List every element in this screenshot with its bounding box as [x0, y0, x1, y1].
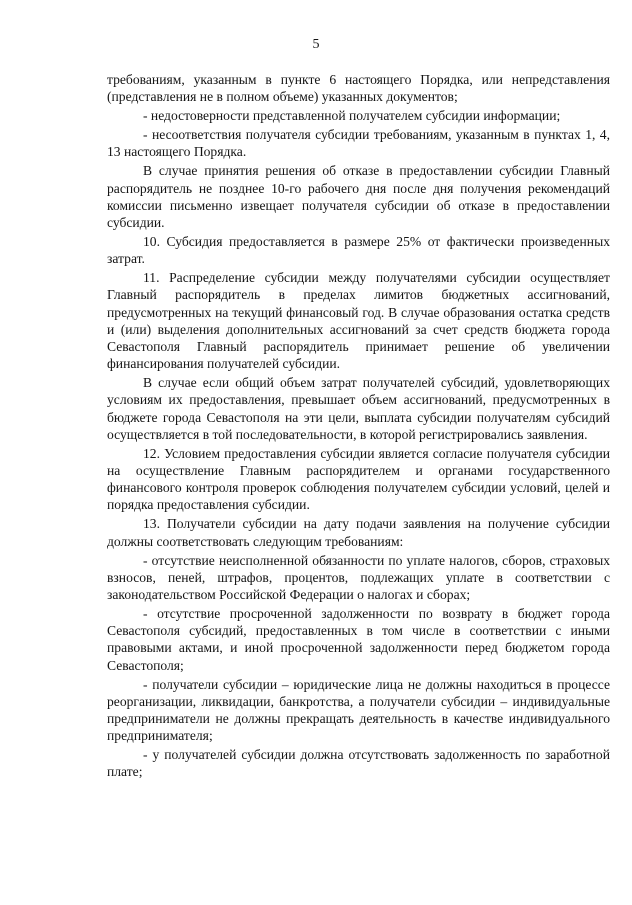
paragraph: 13. Получатели субсидии на дату подачи заявления на получение субсидии должны соответствовать следующим требованиям: [107, 516, 610, 549]
paragraph: - недостоверности представленной получателем субсидии информации; [143, 108, 561, 124]
paragraph: В случае принятия решения об отказе в предоставлении субсидии Главный распорядитель не позднее 10-го рабочего дня после дня получения рекомендаций комиссии письменно извещает получателя субсидии об отказе в предоставлении субсидии. [107, 163, 610, 231]
paragraph: 12. Условием предоставления субсидии является согласие получателя субсидии на осуществление Главным распорядителем и органами государственного финансового контроля проверок соблюдения получателем субсидии условий, целей и порядка предоставления субсидии. [107, 445, 610, 513]
paragraph: 10. Субсидия предоставляется в размере 25% от фактически произведенных затрат. [107, 234, 610, 267]
page-number: 5 [312, 37, 320, 52]
paragraph: - у получателей субсидии должна отсутствовать задолженность по заработной плате; [107, 747, 610, 780]
paragraph: 11. Распределение субсидии между получателями субсидии осуществляет Главный распорядитель в пределах лимитов бюджетных ассигнований, предусмотренных на текущий финансовый год. В случае образования остатка средств и (или) выделения дополнительных ассигнований за счет средств бюджета города Севастополя Главный распорядитель принимает решение об увеличении финансирования получателей субсидии. [107, 270, 610, 372]
paragraph: требованиям, указанным в пункте 6 настоящего Порядка, или непредставления (представления не в полном объеме) указанных документов; [107, 72, 610, 105]
paragraph: - отсутствие просроченной задолженности по возврату в бюджет города Севастополя субсидий, предоставленных в том числе в соответствии с иными правовыми актами, и иной просроченной задолженности перед бюджетом города Севастополя; [107, 606, 610, 673]
paragraph: - несоответствия получателя субсидии требованиям, указанным в пунктах 1, 4, 13 настоящего Порядка. [107, 127, 610, 160]
paragraph: - отсутствие неисполненной обязанности по уплате налогов, сборов, страховых взносов, пеней, штрафов, процентов, подлежащих уплате в соответствии с законодательством Российской Федерации о налогах и сборах; [107, 552, 610, 603]
paragraph: - получатели субсидии – юридические лица не должны находиться в процессе реорганизации, ликвидации, банкротства, а получатели субсидии – индивидуальные предприниматели не должны прекращать деятельность в качестве индивидуального предпринимателя; [107, 676, 610, 744]
document-body [107, 71, 610, 782]
paragraph: В случае если общий объем затрат получателей субсидий, удовлетворяющих условиям их предоставления, превышает объем ассигнований, предусмотренных в бюджете города Севастополя на эти цели, выплата субсидии получателям субсидий осуществляется в той последовательности, в которой регистрировались заявления. [107, 375, 610, 442]
